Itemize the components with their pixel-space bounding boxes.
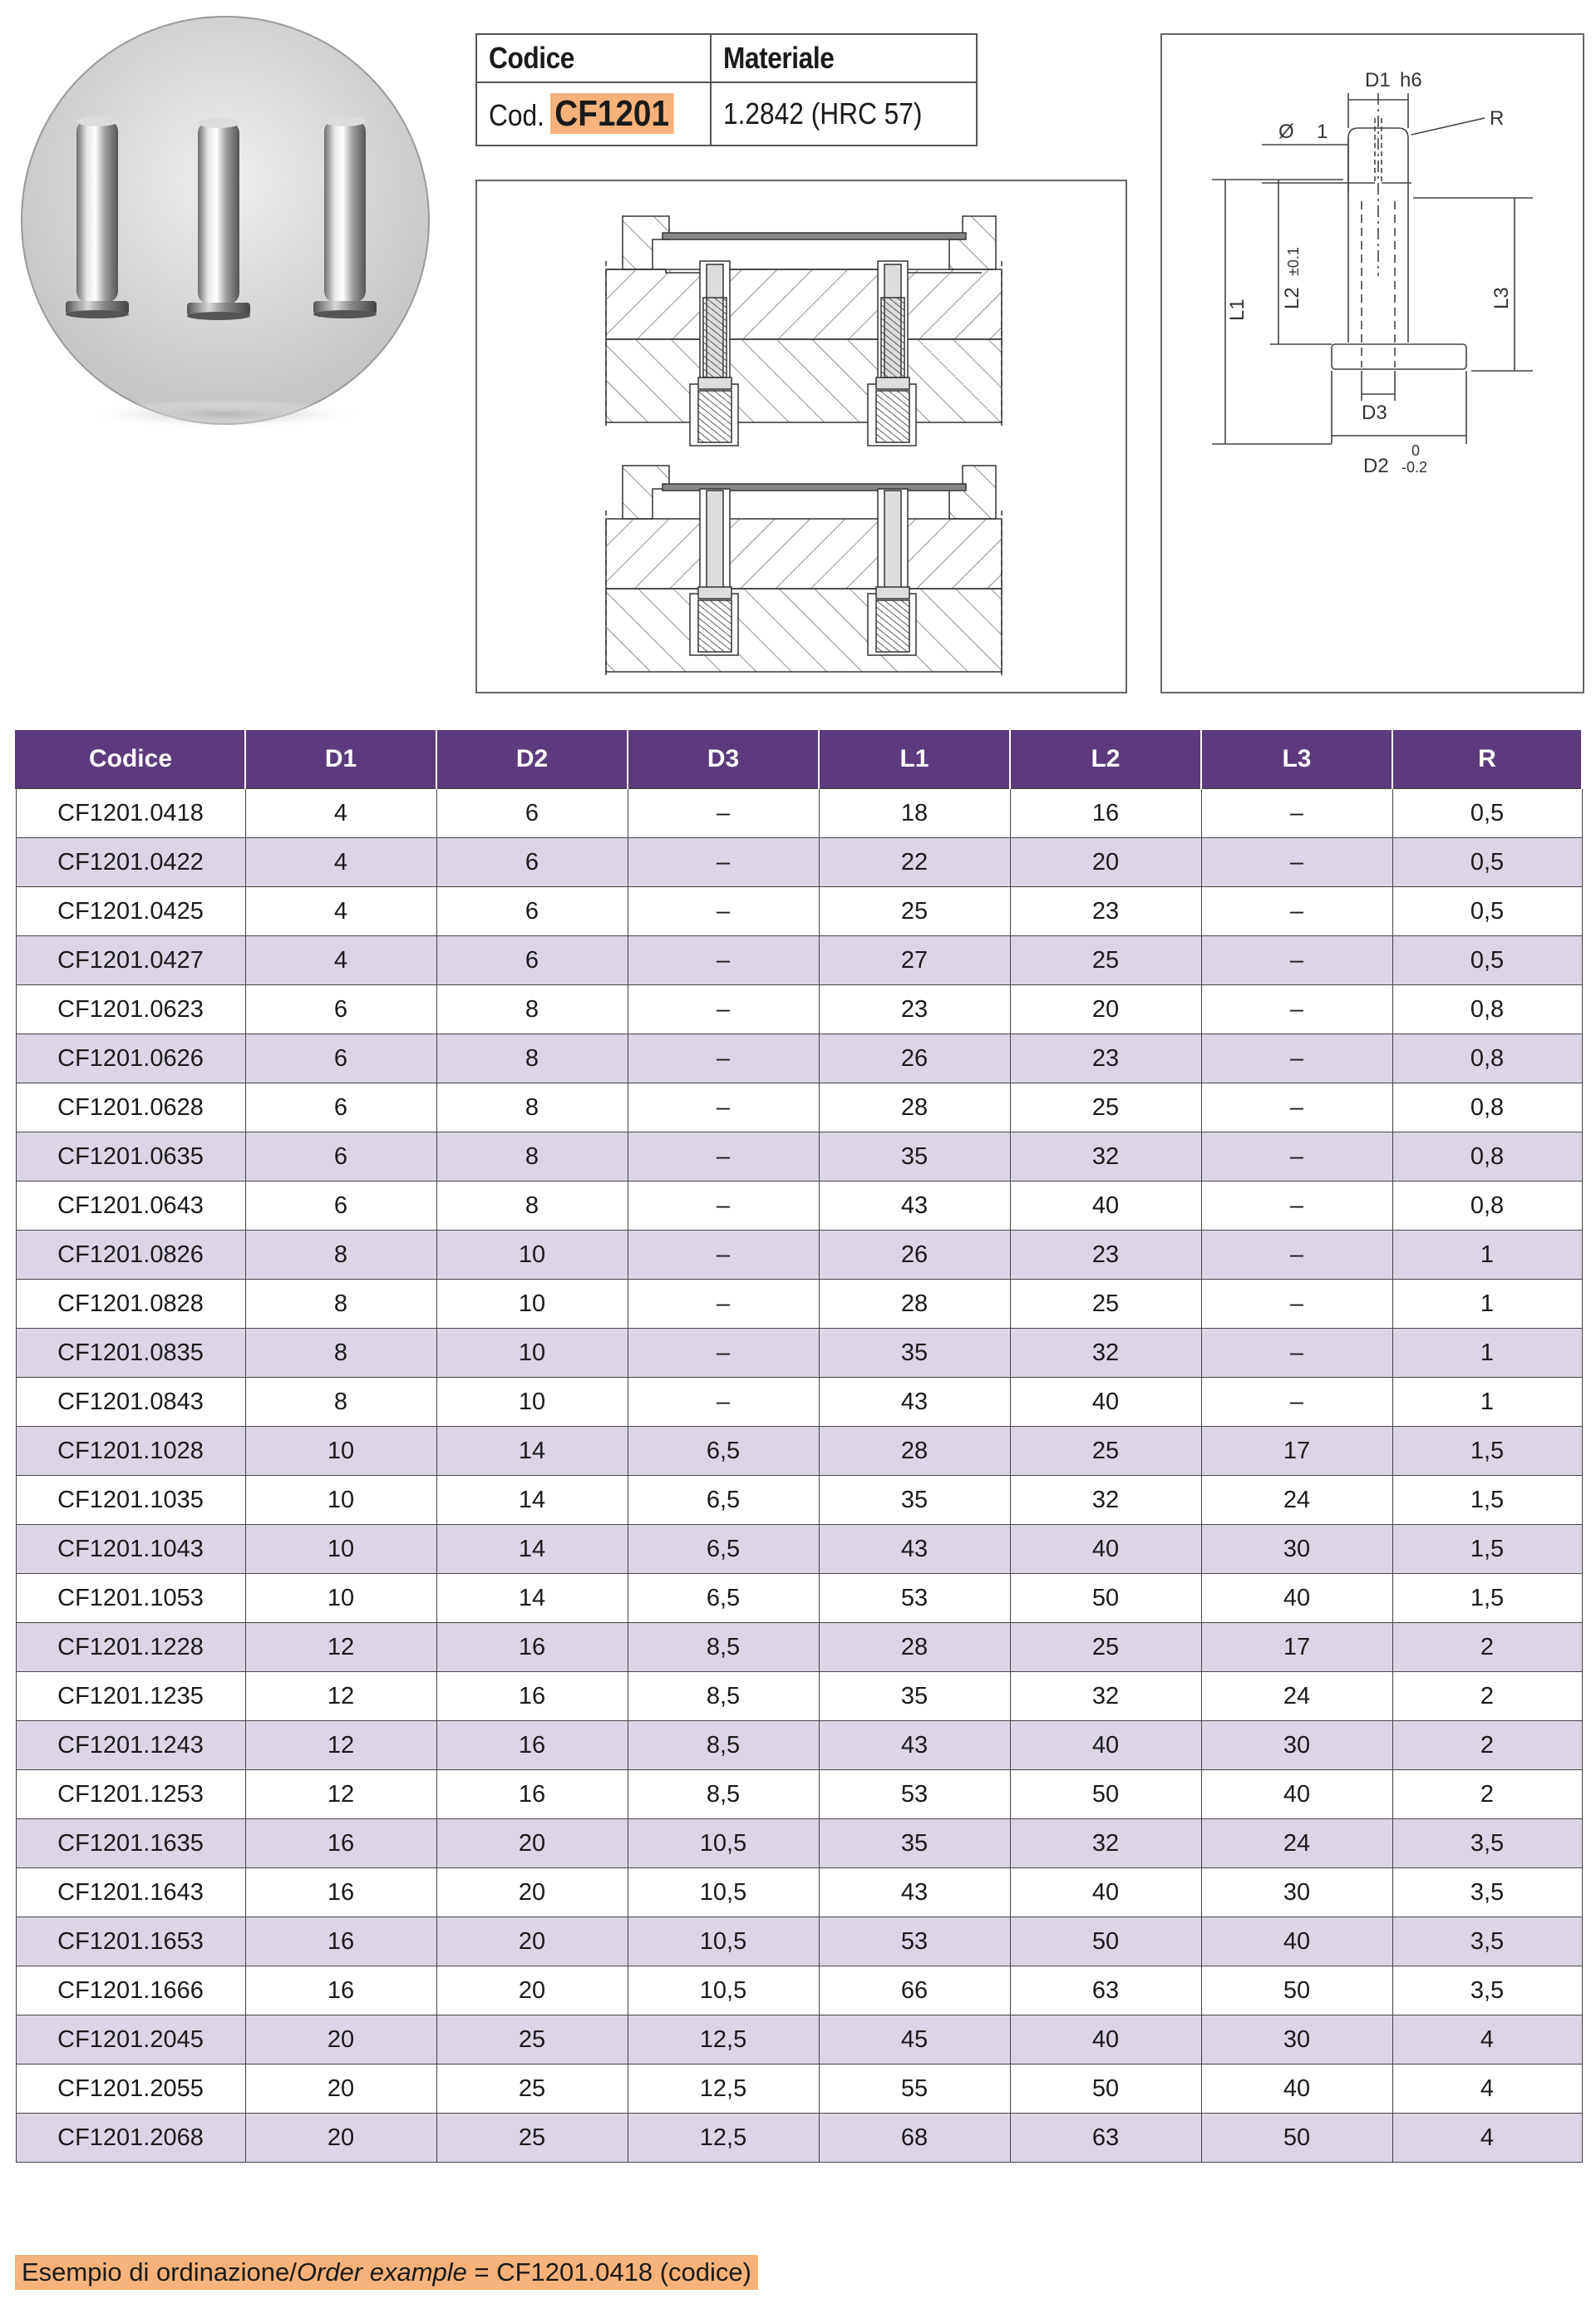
cell-d2: 20 <box>436 1819 628 1868</box>
cell-l1: 53 <box>819 1574 1010 1623</box>
cell-d2: 14 <box>436 1427 628 1476</box>
cell-r: 0,5 <box>1392 789 1582 838</box>
cell-l1: 28 <box>819 1280 1010 1329</box>
cell-d3: 6,5 <box>628 1574 819 1623</box>
l2-tolerance: ±0.1 <box>1285 247 1302 276</box>
d1-label: D1 <box>1365 69 1391 91</box>
cell-d1: 16 <box>245 1917 436 1966</box>
l2-label: L2 <box>1281 287 1303 309</box>
cell-l3: – <box>1201 1034 1392 1083</box>
cell-d2: 6 <box>436 936 628 985</box>
cell-d1: 20 <box>245 2114 436 2163</box>
cell-l1: 35 <box>819 1329 1010 1378</box>
table-row <box>16 1427 1582 1476</box>
product-photo <box>20 15 431 426</box>
cell-d1: 8 <box>245 1231 436 1280</box>
table-row <box>16 1329 1582 1378</box>
cell-l2: 23 <box>1010 887 1201 936</box>
cell-l1: 27 <box>819 936 1010 985</box>
cell-l1: 68 <box>819 2114 1010 2163</box>
l3-label: L3 <box>1490 287 1513 309</box>
cell-r: 4 <box>1392 2114 1582 2163</box>
cell-l1: 53 <box>819 1917 1010 1966</box>
cell-r: 0,5 <box>1392 838 1582 887</box>
section-drawing <box>477 181 1129 695</box>
cell-r: 0,8 <box>1392 1182 1582 1231</box>
cell-l2: 20 <box>1010 985 1201 1034</box>
cell-codice: CF1201.1243 <box>16 1721 245 1770</box>
cell-r: 4 <box>1392 2015 1582 2065</box>
cell-d2: 8 <box>436 1034 628 1083</box>
cell-d2: 10 <box>436 1280 628 1329</box>
order-example-suffix: = CF1201.0418 (codice) <box>466 2257 751 2287</box>
cell-d2: 16 <box>436 1672 628 1721</box>
cell-codice: CF1201.1235 <box>16 1672 245 1721</box>
cell-r: 1,5 <box>1392 1427 1582 1476</box>
table-row <box>16 1378 1582 1427</box>
cell-d2: 8 <box>436 985 628 1034</box>
cell-codice: CF1201.0626 <box>16 1034 245 1083</box>
cell-l2: 32 <box>1010 1476 1201 1525</box>
cell-l2: 25 <box>1010 1623 1201 1672</box>
cell-l1: 53 <box>819 1770 1010 1819</box>
cell-r: 1,5 <box>1392 1476 1582 1525</box>
cell-d3: 8,5 <box>628 1672 819 1721</box>
cell-l3: 40 <box>1201 1917 1392 1966</box>
cell-codice: CF1201.1653 <box>16 1917 245 1966</box>
cell-d2: 25 <box>436 2114 628 2163</box>
cell-d1: 12 <box>245 1623 436 1672</box>
column-header-d3: D3 <box>628 730 819 789</box>
cell-d3: – <box>628 1132 819 1182</box>
cell-d2: 20 <box>436 1966 628 2015</box>
cell-r: 2 <box>1392 1770 1582 1819</box>
cell-l2: 25 <box>1010 1280 1201 1329</box>
cell-d3: – <box>628 1083 819 1132</box>
cell-l2: 32 <box>1010 1132 1201 1182</box>
cell-r: 3,5 <box>1392 1868 1582 1917</box>
cell-d2: 25 <box>436 2065 628 2114</box>
phi-value: 1 <box>1317 121 1328 143</box>
cell-l2: 50 <box>1010 1917 1201 1966</box>
cell-r: 4 <box>1392 2065 1582 2114</box>
cell-d2: 20 <box>436 1868 628 1917</box>
d2-tolerance-lower: -0.2 <box>1401 459 1428 476</box>
cell-l3: – <box>1201 1378 1392 1427</box>
table-row <box>16 2065 1582 2114</box>
cell-d2: 16 <box>436 1623 628 1672</box>
cell-codice: CF1201.0835 <box>16 1329 245 1378</box>
cell-codice: CF1201.0643 <box>16 1182 245 1231</box>
cell-codice: CF1201.0427 <box>16 936 245 985</box>
cell-d1: 10 <box>245 1427 436 1476</box>
cell-d1: 10 <box>245 1574 436 1623</box>
table-row <box>16 1574 1582 1623</box>
table-row <box>16 1672 1582 1721</box>
cell-l1: 43 <box>819 1182 1010 1231</box>
cell-l1: 22 <box>819 838 1010 887</box>
cell-d1: 6 <box>245 985 436 1034</box>
cell-l3: 30 <box>1201 1721 1392 1770</box>
cell-d1: 10 <box>245 1525 436 1574</box>
cell-l3: – <box>1201 1182 1392 1231</box>
cell-codice: CF1201.0635 <box>16 1132 245 1182</box>
cell-d1: 16 <box>245 1819 436 1868</box>
cell-l2: 40 <box>1010 1378 1201 1427</box>
cell-d3: – <box>628 1329 819 1378</box>
cell-l2: 50 <box>1010 2065 1201 2114</box>
cell-codice: CF1201.1035 <box>16 1476 245 1525</box>
cell-l1: 23 <box>819 985 1010 1034</box>
materiale-label: Materiale <box>723 41 835 75</box>
cell-l1: 43 <box>819 1525 1010 1574</box>
cell-l3: – <box>1201 1231 1392 1280</box>
cell-d3: – <box>628 1231 819 1280</box>
cell-d3: 10,5 <box>628 1868 819 1917</box>
cell-d1: 4 <box>245 789 436 838</box>
cell-l1: 28 <box>819 1083 1010 1132</box>
column-header-r: R <box>1392 730 1582 789</box>
cell-codice: CF1201.1253 <box>16 1770 245 1819</box>
cell-d3: 10,5 <box>628 1819 819 1868</box>
table-row <box>16 985 1582 1034</box>
cell-d3: – <box>628 838 819 887</box>
cell-l3: 30 <box>1201 1868 1392 1917</box>
cell-l3: – <box>1201 985 1392 1034</box>
cell-d1: 6 <box>245 1182 436 1231</box>
cell-l1: 35 <box>819 1132 1010 1182</box>
cell-r: 1 <box>1392 1280 1582 1329</box>
cell-d3: 12,5 <box>628 2114 819 2163</box>
cell-l3: 24 <box>1201 1819 1392 1868</box>
cell-l3: 30 <box>1201 2015 1392 2065</box>
cell-l1: 25 <box>819 887 1010 936</box>
cell-l3: – <box>1201 838 1392 887</box>
cell-l2: 50 <box>1010 1574 1201 1623</box>
cell-d3: – <box>628 1378 819 1427</box>
table-row <box>16 1917 1582 1966</box>
table-row <box>16 1476 1582 1525</box>
table-row <box>16 2015 1582 2065</box>
cell-l2: 40 <box>1010 1868 1201 1917</box>
table-row <box>16 1819 1582 1868</box>
cell-r: 0,8 <box>1392 1083 1582 1132</box>
cell-r: 0,5 <box>1392 936 1582 985</box>
cell-r: 2 <box>1392 1623 1582 1672</box>
cell-codice: CF1201.1028 <box>16 1427 245 1476</box>
cell-d1: 20 <box>245 2015 436 2065</box>
d2-tolerance-upper: 0 <box>1411 442 1421 459</box>
cell-d2: 8 <box>436 1182 628 1231</box>
cell-d3: 8,5 <box>628 1623 819 1672</box>
cell-l2: 32 <box>1010 1819 1201 1868</box>
cell-d1: 8 <box>245 1280 436 1329</box>
cell-d3: 8,5 <box>628 1721 819 1770</box>
l1-label: L1 <box>1226 298 1249 321</box>
cell-codice: CF1201.0418 <box>16 789 245 838</box>
cell-codice: CF1201.1228 <box>16 1623 245 1672</box>
cell-d2: 6 <box>436 789 628 838</box>
table-row <box>16 1966 1582 2015</box>
cell-r: 1,5 <box>1392 1525 1582 1574</box>
cell-d2: 25 <box>436 2015 628 2065</box>
order-example <box>15 2255 758 2290</box>
d3-label: D3 <box>1362 402 1387 424</box>
cell-l3: – <box>1201 1280 1392 1329</box>
cell-l1: 18 <box>819 789 1010 838</box>
cell-l1: 28 <box>819 1623 1010 1672</box>
cell-r: 1 <box>1392 1329 1582 1378</box>
table-body <box>16 789 1582 2163</box>
section-drawing-frame <box>475 180 1127 693</box>
cell-l2: 20 <box>1010 838 1201 887</box>
table-row <box>16 1525 1582 1574</box>
column-header-l2: L2 <box>1010 730 1201 789</box>
cell-l2: 25 <box>1010 1083 1201 1132</box>
cell-r: 3,5 <box>1392 1917 1582 1966</box>
cell-d3: – <box>628 1280 819 1329</box>
table-row <box>16 1034 1582 1083</box>
cell-l3: 40 <box>1201 1770 1392 1819</box>
cell-d2: 6 <box>436 887 628 936</box>
cell-l3: 24 <box>1201 1672 1392 1721</box>
cell-d1: 16 <box>245 1868 436 1917</box>
cell-l2: 40 <box>1010 2015 1201 2065</box>
cell-r: 1 <box>1392 1378 1582 1427</box>
cell-l1: 43 <box>819 1721 1010 1770</box>
cod-prefix: Cod. CF1201 <box>489 93 673 135</box>
codice-header-cell <box>477 35 712 83</box>
cell-d1: 6 <box>245 1083 436 1132</box>
cell-l3: 30 <box>1201 1525 1392 1574</box>
cell-d2: 16 <box>436 1721 628 1770</box>
cell-l2: 40 <box>1010 1525 1201 1574</box>
column-header-codice: Codice <box>16 730 245 789</box>
r-label: R <box>1490 107 1505 130</box>
cell-d1: 4 <box>245 838 436 887</box>
cell-l1: 26 <box>819 1034 1010 1083</box>
cell-r: 0,5 <box>1392 887 1582 936</box>
cell-d3: 6,5 <box>628 1427 819 1476</box>
cell-l2: 50 <box>1010 1770 1201 1819</box>
cell-codice: CF1201.0623 <box>16 985 245 1034</box>
cell-d3: 10,5 <box>628 1966 819 2015</box>
cell-codice: CF1201.2068 <box>16 2114 245 2163</box>
cell-l3: 17 <box>1201 1427 1392 1476</box>
cell-l1: 43 <box>819 1868 1010 1917</box>
cell-r: 0,8 <box>1392 1034 1582 1083</box>
cell-d3: – <box>628 887 819 936</box>
code-material-box <box>475 33 978 146</box>
cell-l2: 63 <box>1010 1966 1201 2015</box>
materiale-header-cell <box>712 35 976 83</box>
table-row <box>16 1182 1582 1231</box>
cell-l1: 28 <box>819 1427 1010 1476</box>
cell-codice: CF1201.1043 <box>16 1525 245 1574</box>
cell-l3: – <box>1201 936 1392 985</box>
cell-l2: 63 <box>1010 2114 1201 2163</box>
table-row <box>16 838 1582 887</box>
cell-d1: 16 <box>245 1966 436 2015</box>
table-row <box>16 1231 1582 1280</box>
table-row <box>16 2114 1582 2163</box>
table-row <box>16 1770 1582 1819</box>
cell-d2: 10 <box>436 1231 628 1280</box>
codice-label: Codice <box>489 41 574 75</box>
cell-d3: – <box>628 1034 819 1083</box>
cell-l1: 35 <box>819 1672 1010 1721</box>
cell-d1: 6 <box>245 1132 436 1182</box>
column-header-l1: L1 <box>819 730 1010 789</box>
cell-l2: 16 <box>1010 789 1201 838</box>
cell-l2: 40 <box>1010 1721 1201 1770</box>
cell-d1: 10 <box>245 1476 436 1525</box>
cell-codice: CF1201.0843 <box>16 1378 245 1427</box>
dimension-drawing-frame <box>1160 33 1584 693</box>
cell-codice: CF1201.0628 <box>16 1083 245 1132</box>
cell-codice: CF1201.0422 <box>16 838 245 887</box>
cell-r: 2 <box>1392 1721 1582 1770</box>
table-row <box>16 1132 1582 1182</box>
cell-codice: CF1201.1635 <box>16 1819 245 1868</box>
cell-codice: CF1201.1666 <box>16 1966 245 2015</box>
cell-l3: 17 <box>1201 1623 1392 1672</box>
cell-r: 3,5 <box>1392 1966 1582 2015</box>
cell-l2: 32 <box>1010 1672 1201 1721</box>
table-row <box>16 1721 1582 1770</box>
cell-r: 1 <box>1392 1231 1582 1280</box>
cell-d1: 12 <box>245 1721 436 1770</box>
cell-d2: 8 <box>436 1083 628 1132</box>
cell-r: 3,5 <box>1392 1819 1582 1868</box>
cell-d1: 6 <box>245 1034 436 1083</box>
code-value-cell <box>477 83 712 145</box>
cell-l3: – <box>1201 887 1392 936</box>
cell-l2: 40 <box>1010 1182 1201 1231</box>
cell-d1: 8 <box>245 1329 436 1378</box>
cell-d2: 14 <box>436 1525 628 1574</box>
cell-d3: 12,5 <box>628 2065 819 2114</box>
cell-r: 0,8 <box>1392 985 1582 1034</box>
cell-d1: 12 <box>245 1770 436 1819</box>
cell-codice: CF1201.0828 <box>16 1280 245 1329</box>
dimensions-table <box>15 730 1583 2163</box>
cell-l3: – <box>1201 1132 1392 1182</box>
cell-d3: – <box>628 936 819 985</box>
cell-l3: 50 <box>1201 2114 1392 2163</box>
cell-l3: 24 <box>1201 1476 1392 1525</box>
phi-label: Ø <box>1278 121 1294 143</box>
column-header-d1: D1 <box>245 730 436 789</box>
cell-d3: – <box>628 985 819 1034</box>
cell-d1: 4 <box>245 936 436 985</box>
cell-d3: 6,5 <box>628 1525 819 1574</box>
cell-l3: 40 <box>1201 2065 1392 2114</box>
cell-l3: 50 <box>1201 1966 1392 2015</box>
table-row <box>16 1868 1582 1917</box>
cell-d2: 10 <box>436 1329 628 1378</box>
cell-l2: 23 <box>1010 1231 1201 1280</box>
cell-d3: 6,5 <box>628 1476 819 1525</box>
cell-d2: 6 <box>436 838 628 887</box>
cell-l2: 25 <box>1010 936 1201 985</box>
cell-d1: 12 <box>245 1672 436 1721</box>
order-example-prefix: Esempio di ordinazione/ <box>22 2257 297 2287</box>
material-value-cell <box>712 83 976 145</box>
table-row <box>16 936 1582 985</box>
column-header-l3: L3 <box>1201 730 1392 789</box>
cell-r: 2 <box>1392 1672 1582 1721</box>
column-header-d2: D2 <box>436 730 628 789</box>
product-code: CF1201 <box>550 93 673 134</box>
d2-label: D2 <box>1363 455 1389 477</box>
cell-l1: 35 <box>819 1476 1010 1525</box>
cell-codice: CF1201.2055 <box>16 2065 245 2114</box>
cell-l1: 35 <box>819 1819 1010 1868</box>
cell-codice: CF1201.1053 <box>16 1574 245 1623</box>
cell-l1: 55 <box>819 2065 1010 2114</box>
cell-d3: 8,5 <box>628 1770 819 1819</box>
d1-tolerance: h6 <box>1400 69 1422 91</box>
cell-d2: 20 <box>436 1917 628 1966</box>
upper-assembly <box>606 216 1002 446</box>
table-row <box>16 1280 1582 1329</box>
dimension-drawing <box>1162 35 1586 695</box>
cell-d2: 16 <box>436 1770 628 1819</box>
cell-l2: 32 <box>1010 1329 1201 1378</box>
cell-l3: – <box>1201 1083 1392 1132</box>
cell-l3: – <box>1201 1329 1392 1378</box>
cell-l1: 45 <box>819 2015 1010 2065</box>
cell-d3: – <box>628 1182 819 1231</box>
cell-d2: 8 <box>436 1132 628 1182</box>
cell-l2: 23 <box>1010 1034 1201 1083</box>
order-example-italic: Order example <box>296 2257 467 2287</box>
cell-d3: – <box>628 789 819 838</box>
cell-l3: 40 <box>1201 1574 1392 1623</box>
cell-d1: 4 <box>245 887 436 936</box>
cell-d2: 10 <box>436 1378 628 1427</box>
cell-l1: 66 <box>819 1966 1010 2015</box>
table-row <box>16 1083 1582 1132</box>
cell-l1: 26 <box>819 1231 1010 1280</box>
cell-d1: 8 <box>245 1378 436 1427</box>
cell-d3: 12,5 <box>628 2015 819 2065</box>
cell-codice: CF1201.1643 <box>16 1868 245 1917</box>
cell-d1: 20 <box>245 2065 436 2114</box>
cell-l3: – <box>1201 789 1392 838</box>
cell-l2: 25 <box>1010 1427 1201 1476</box>
table-row <box>16 887 1582 936</box>
lower-assembly <box>606 466 1002 680</box>
cell-d2: 14 <box>436 1476 628 1525</box>
cell-codice: CF1201.0826 <box>16 1231 245 1280</box>
cell-codice: CF1201.0425 <box>16 887 245 936</box>
cell-codice: CF1201.2045 <box>16 2015 245 2065</box>
cell-r: 0,8 <box>1392 1132 1582 1182</box>
cell-l1: 43 <box>819 1378 1010 1427</box>
cell-r: 1,5 <box>1392 1574 1582 1623</box>
table-header-row <box>16 730 1582 789</box>
table-row <box>16 789 1582 838</box>
cell-d3: 10,5 <box>628 1917 819 1966</box>
table-row <box>16 1623 1582 1672</box>
cell-d2: 14 <box>436 1574 628 1623</box>
material-value: 1.2842 (HRC 57) <box>723 96 923 131</box>
